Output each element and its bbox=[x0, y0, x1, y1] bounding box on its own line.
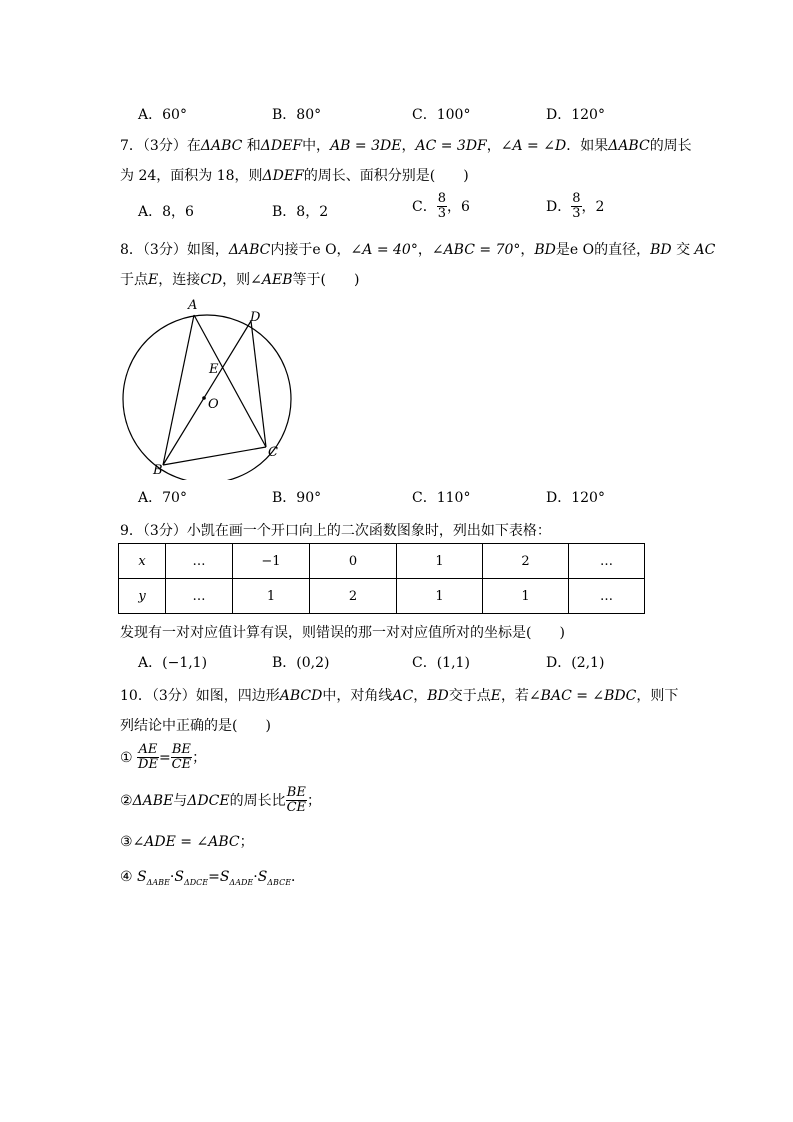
label-a: A bbox=[188, 298, 198, 313]
table-cell: 0 bbox=[310, 544, 397, 579]
q7-option-a: A．8，6 bbox=[138, 204, 194, 220]
q9-value-table bbox=[118, 543, 645, 614]
q7-option-b: B．8，2 bbox=[272, 204, 329, 220]
q7-option-c: C． $\frac{8}{3}$ ，6 bbox=[412, 191, 470, 222]
q8-circle-figure bbox=[118, 296, 308, 480]
q6-option-a: A．60° bbox=[138, 107, 187, 123]
table-cell: … bbox=[569, 579, 645, 614]
q8-option-c: C．110° bbox=[412, 490, 471, 506]
q8-stem-line2: 于点E，连接CD，则∠AEB等于( ) bbox=[120, 272, 360, 288]
label-d: D bbox=[250, 310, 261, 325]
segment-ab bbox=[163, 315, 194, 465]
table-cell: 2 bbox=[310, 579, 397, 614]
q9-stem: 9．（3分）小凯在画一个开口向上的二次函数图象时，列出如下表格： bbox=[120, 523, 551, 539]
q7-stem-line2: 为 24，面积为 18，则ΔDEF的周长、面积分别是( ) bbox=[120, 168, 469, 184]
q9-followup: 发现有一对对应值计算有误，则错误的那一对对应值所对的坐标是( ) bbox=[120, 625, 565, 641]
segment-bd bbox=[163, 321, 251, 465]
segment-ac bbox=[194, 315, 266, 447]
table-cell: … bbox=[166, 579, 233, 614]
q9-option-c: C．(1,1) bbox=[412, 655, 470, 671]
q9-option-d: D．(2,1) bbox=[546, 655, 605, 671]
q7-stem-line1: 7．（3分）在ΔABC 和ΔDEF中，AB = 3DE，AC = 3DF，∠A = ∠D．如果ΔABC的周长 bbox=[120, 138, 692, 154]
segment-cd bbox=[251, 321, 266, 447]
q8-option-a: A．70° bbox=[138, 490, 187, 506]
label-o: O bbox=[208, 397, 219, 412]
q10-stem-line1: 10．（3分）如图，四边形ABCD中，对角线AC，BD交于点E，若∠BAC = ∠BDC，则下 bbox=[120, 688, 679, 704]
table-cell: 1 bbox=[233, 579, 310, 614]
q6-option-c: C．100° bbox=[412, 107, 471, 123]
table-cell: … bbox=[569, 544, 645, 579]
q6-option-b: B．80° bbox=[272, 107, 322, 123]
table-cell: 1 bbox=[397, 579, 483, 614]
table-cell: −1 bbox=[233, 544, 310, 579]
q10-statement-1: ① $\frac{AE}{DE}$ = $\frac{BE}{CE}$ ； bbox=[120, 742, 207, 773]
q10-statement-4: ④ $S_{\Delta ABE}\cdot S_{\Delta DCE}=S_{\Delta ADE}\cdot S_{\Delta BCE}$． bbox=[120, 869, 306, 887]
table-cell: 2 bbox=[483, 544, 569, 579]
q10-statement-2: ②ΔABE与ΔDCE的周长比 $\frac{BE}{CE}$ ； bbox=[120, 785, 322, 816]
segment-bc bbox=[163, 447, 266, 465]
table-cell: x bbox=[119, 544, 166, 579]
q9-option-b: B．(0,2) bbox=[272, 655, 330, 671]
center-point bbox=[202, 396, 206, 400]
table-cell: 1 bbox=[397, 544, 483, 579]
q8-stem-line1: 8．（3分）如图，ΔABC内接于e O，∠A = 40°，∠ABC = 70°，BD是e O的直径，BD 交 AC bbox=[120, 242, 716, 258]
q7-option-d: D． $\frac{8}{3}$ ，2 bbox=[546, 191, 605, 222]
q10-stem-line2: 列结论中正确的是( ) bbox=[120, 718, 271, 734]
table-row-y bbox=[119, 579, 645, 614]
label-c: C bbox=[268, 445, 278, 460]
q9-option-a: A．(−1,1) bbox=[138, 655, 208, 671]
q8-option-b: B．90° bbox=[272, 490, 322, 506]
table-cell: y bbox=[119, 579, 166, 614]
table-cell: … bbox=[166, 544, 233, 579]
label-e: E bbox=[209, 362, 219, 377]
label-b: B bbox=[153, 463, 163, 478]
q10-statement-3: ③∠ADE = ∠ABC； bbox=[120, 834, 254, 850]
table-cell: 1 bbox=[483, 579, 569, 614]
q6-option-d: D．120° bbox=[546, 107, 605, 123]
table-row-x bbox=[119, 544, 645, 579]
q8-option-d: D．120° bbox=[546, 490, 605, 506]
